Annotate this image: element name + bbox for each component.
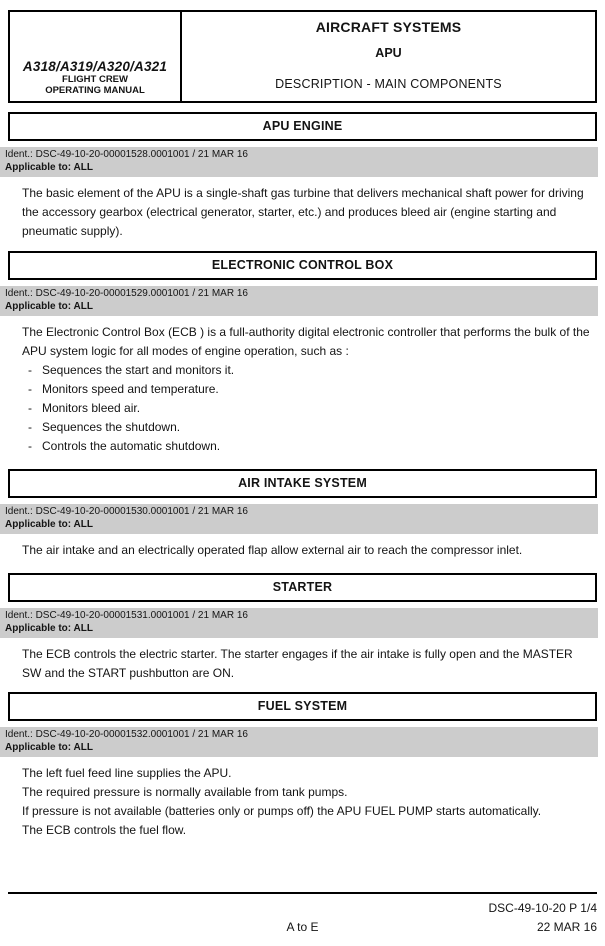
manual-identity-cell (10, 12, 182, 101)
list-item (28, 418, 591, 437)
section-body (22, 764, 591, 840)
applicable-to: Applicable to: ALL (5, 518, 93, 530)
ident-bar (0, 504, 598, 534)
list-item (28, 437, 591, 456)
manual-title-line2: OPERATING MANUAL (45, 85, 145, 96)
bullet-text: Sequences the start and monitors it. (42, 363, 235, 377)
applicable-to: Applicable to: ALL (5, 300, 93, 312)
paragraph: The left fuel feed line supplies the APU. (22, 766, 232, 780)
ident-bar (0, 608, 598, 638)
paragraph: The ECB controls the electric starter. The starter engages if the air intake is fully open and the MASTER SW and the START pushbutton are ON. (22, 647, 573, 680)
ident-ref: Ident.: DSC-49-10-20-00001531.0001001 / 21 MAR 16 (5, 610, 248, 621)
paragraph: If pressure is not available (batteries only or pumps off) the APU FUEL PUMP starts automatically. (22, 804, 542, 818)
section-title: STARTER (8, 573, 597, 602)
applicable-to: Applicable to: ALL (5, 622, 93, 634)
ident-ref: Ident.: DSC-49-10-20-00001530.0001001 / 21 MAR 16 (5, 506, 248, 517)
ident-ref: Ident.: DSC-49-10-20-00001532.0001001 / 21 MAR 16 (5, 729, 248, 740)
applicable-to: Applicable to: ALL (5, 161, 93, 173)
bullet-text: Sequences the shutdown. (42, 420, 181, 434)
list-item (28, 361, 591, 380)
list-item (28, 399, 591, 418)
bullet-dash: - (28, 363, 32, 377)
paragraph: The basic element of the APU is a single-shaft gas turbine that delivers mechanical shaft power for driving the accessory gearbox (electrical generator, starter, etc.) and produces bleed air (engine starting and pneumatic supply). (22, 186, 584, 238)
paragraph: The Electronic Control Box (ECB ) is a full-authority digital electronic controller that performs the bulk of the APU system logic for all modes of engine operation, such as : (22, 325, 590, 358)
system-title: APU (375, 46, 402, 60)
paragraph: The air intake and an electrically operated flap allow external air to reach the compressor inlet. (22, 543, 523, 557)
bullet-dash: - (28, 382, 32, 396)
doc-reference: DSC-49-10-20 P 1/4 (488, 901, 597, 915)
page-header (8, 10, 597, 103)
bullet-dash: - (28, 401, 32, 415)
applicability-range: A to E (286, 920, 319, 934)
section-title: APU ENGINE (8, 112, 597, 141)
section-apu-engine (0, 112, 605, 241)
aircraft-models: A318/A319/A320/A321 (22, 59, 168, 74)
bullet-list (28, 361, 591, 456)
footer-divider (8, 892, 597, 894)
topic-title: DESCRIPTION - MAIN COMPONENTS (275, 77, 502, 91)
section-body (22, 541, 591, 560)
paragraph: The required pressure is normally available from tank pumps. (22, 785, 348, 799)
ident-ref: Ident.: DSC-49-10-20-00001528.0001001 / 21 MAR 16 (5, 149, 248, 160)
bullet-dash: - (28, 420, 32, 434)
page-title-cell (182, 12, 595, 101)
applicable-to: Applicable to: ALL (5, 741, 93, 753)
bullet-text: Monitors speed and temperature. (42, 382, 219, 396)
ident-bar (0, 727, 598, 757)
bullet-text: Controls the automatic shutdown. (42, 439, 221, 453)
section-starter (0, 573, 605, 683)
section-fuel-system (0, 692, 605, 840)
ident-bar (0, 147, 598, 177)
footer-second-row (8, 919, 597, 936)
list-item (28, 380, 591, 399)
bullet-dash: - (28, 439, 32, 453)
ident-bar (0, 286, 598, 316)
chapter-title: AIRCRAFT SYSTEMS (315, 19, 462, 35)
section-body (22, 645, 591, 683)
section-air-intake-system (0, 469, 605, 560)
section-body (22, 323, 591, 456)
footer-date: 22 MAR 16 (536, 920, 597, 934)
bullet-text: Monitors bleed air. (42, 401, 141, 415)
paragraph: The ECB controls the fuel flow. (22, 823, 187, 837)
section-title: ELECTRONIC CONTROL BOX (8, 251, 597, 280)
section-body (22, 184, 591, 241)
page-footer (8, 892, 597, 936)
manual-title-line1: FLIGHT CREW (62, 74, 128, 85)
ident-ref: Ident.: DSC-49-10-20-00001529.0001001 / 21 MAR 16 (5, 288, 248, 299)
section-title: AIR INTAKE SYSTEM (8, 469, 597, 498)
section-title: FUEL SYSTEM (8, 692, 597, 721)
section-electronic-control-box (0, 251, 605, 456)
